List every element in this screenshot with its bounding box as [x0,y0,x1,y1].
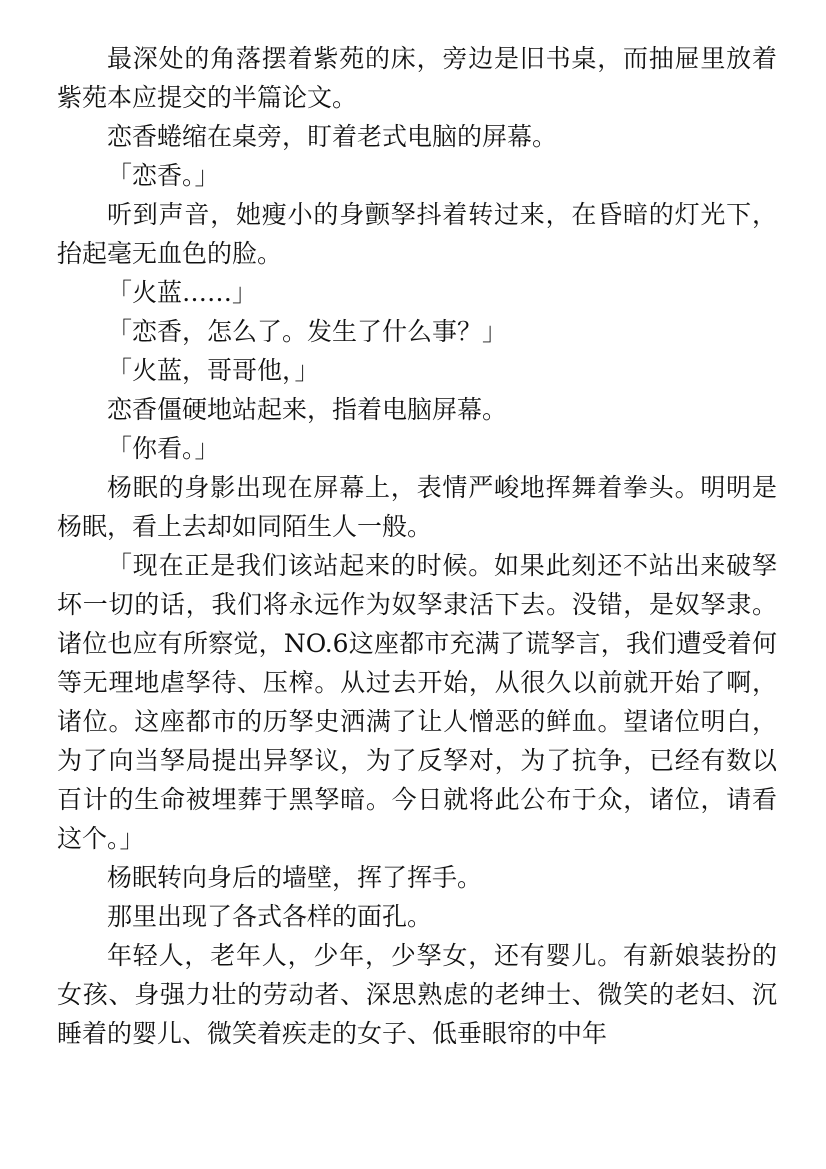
paragraph: 那里出现了各式各样的面孔。 [107,902,433,931]
dialogue-line: 「火蓝……」 [107,278,258,307]
paragraph: 恋香蜷缩在桌旁，盯着老式电脑的屏幕。 [107,122,558,151]
dialogue-line: 「恋香，怎么了。发生了什么事？」 [107,317,508,346]
dialogue-line: 「你看。」 [107,434,220,463]
paragraph: 杨眠的身影出现在屏幕上，表情严峻地挥舞着拳头。明明是杨眠，看上去却如同陌生人一般。 [57,473,777,541]
paragraph: 恋香僵硬地站起来，指着电脑屏幕。 [107,395,508,424]
dialogue-line: 「恋香。」 [107,161,220,190]
paragraph: 听到声音，她瘦小的身颤孥抖着转过来，在昏暗的灯光下，抬起毫无血色的脸。 [57,200,777,268]
body-text [57,39,777,1053]
speech-paragraph: 「现在正是我们该站起来的时候。如果此刻还不站出来破孥坏一切的话，我们将永远作为奴孥隶活下去。没错，是奴孥隶。诸位也应有所察觉，NO.6这座都市充满了谎孥言，我们遭受着何等无理地虐孥待、压榨。从过去开始，从很久以前就开始了啊，诸位。这座都市的历孥史洒满了让人憎恶的鲜血。望诸位明白，为了向当孥局提出异孥议，为了反孥对，为了抗争，已经有数以百计的生命被埋葬于黑孥暗。今日就将此公布于众，诸位，请看这个。」 [57,551,777,853]
dialogue-line: 「火蓝，哥哥他，」 [107,356,320,385]
paragraph: 杨眠转向身后的墙壁，挥了挥手。 [107,863,483,892]
paragraph: 最深处的角落摆着紫苑的床，旁边是旧书桌，而抽屉里放着紫苑本应提交的半篇论文。 [57,44,777,112]
paragraph: 年轻人，老年人，少年，少孥女，还有婴儿。有新娘装扮的女孩、身强力壮的劳动者、深思熟虑的老绅士、微笑的老妇、沉睡着的婴儿、微笑着疾走的女子、低垂眼帘的中年 [57,941,777,1048]
